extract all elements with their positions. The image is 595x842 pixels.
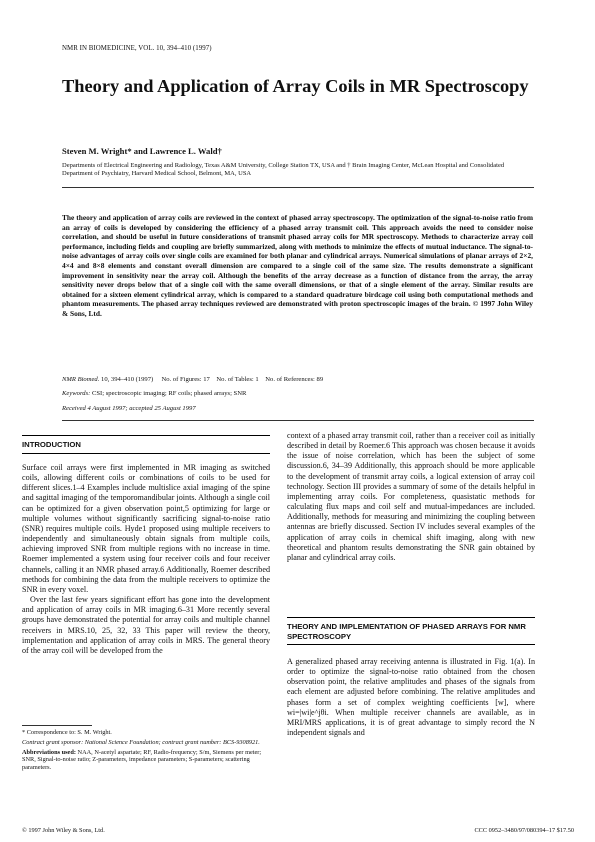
journal-header: NMR IN BIOMEDICINE, VOL. 10, 394–410 (1997) (62, 45, 212, 52)
introduction-heading: INTRODUCTION (22, 440, 81, 449)
footnotes (22, 729, 270, 774)
abbreviations-text: NAA, N-acetyl aspartate; RF, Radio-frequency; S/m, Siemens per meter; SNR, Signal-to-noise ratio; Z-parameters, impedance parameters; S-parameters; scattering parameters. (22, 748, 262, 772)
theory-body (287, 657, 535, 738)
citation-details: 10, 394–410 (1997) No. of Figures: 17 No. of Tables: 1 No. of References: 89 (101, 376, 324, 383)
abbreviations-label: Abbreviations used: (22, 748, 76, 756)
theory-heading-box (287, 617, 535, 645)
copyright-footer: © 1997 John Wiley & Sons, Ltd. (22, 827, 105, 834)
introduction-body (22, 463, 270, 656)
ccc-code-footer: CCC 0952–3480/97/080394–17 $17.50 (474, 827, 574, 834)
article-title: Theory and Application of Array Coils in MR Spectroscopy (62, 76, 529, 96)
paragraph: context of a phased array transmit coil, rather than a receiver coil as initially described in detail by Roemer.6 This approach was chosen because it avoids the issue of noise correlation, which has been the subject of some discussion.6, 34–39 Additionally, this approach should be more applicable to the development of transmit array coils, a logical extension of array coil technology. Section III provides a summary of some of the details helpful in implementing array coils. For completeness, quasistatic methods for calculating flux maps and coil self and mutual-impedances are included. Additionally, methods for measuring and minimizing the coupling between antennas are briefly discussed. Section IV includes several examples of the application of array coils in chemical shift imaging, along with new theoretical and phantom results demonstrating the SNR gain obtained by planar and cylindrical array coils. (287, 431, 535, 562)
abbreviations-note (22, 749, 270, 772)
keywords-label: Keywords: (62, 390, 91, 397)
header-divider (62, 187, 534, 188)
author-affiliation: Departments of Electrical Engineering and Radiology, Texas A&M University, College Station TX, USA and † Brain Imaging Center, McLean Hospital and Consolidated Department of Psychiatry, Harvard Medical School, Belmont, MA, USA (62, 162, 505, 178)
footnote-divider (22, 725, 92, 726)
abstract: The theory and application of array coils are reviewed in the context of phased array spectroscopy. The optimization of the signal-to-noise ratio from an array of coils is developed by considering the efficiency of a phased array transmit coil. This approach avoids the need to consider noise correlation, and should be useful in future considerations of transmit phased array coils for MR spectroscopy. Methods to characterize array coil performance, including fields and coupling are briefly summarized, along with methods to minimize the effects of mutual inductance. The signal-to-noise advantages of array coils over single coils are examined for both planar and cylindrical arrays. Numerical simulations of planar arrays of 2×2, 4×4 and 8×8 elements and constant overall dimension are compared to a single coil of the same size. The results demonstrate a significant improvement in sensitivity near the array coil. Although the benefits of the array decrease as a function of distance from the array, the array sensitivity never drops below that of a single coil with the same overall dimensions, or that of a single element of the array. Similar results are obtained for a sixteen element cylindrical array, which is compared to a standard quadrature birdcage coil using both computational methods and phantom measurements. The phased array techniques reviewed are demonstrated with proton spectroscopic images of the brain. © 1997 John Wiley & Sons, Ltd. (62, 213, 533, 318)
citation-journal: NMR Biomed. (62, 376, 100, 383)
paragraph: A generalized phased array receiving antenna is illustrated in Fig. 1(a). In order to optimize the signal-to-noise ratio obtained from the chosen observation point, the relative amplitudes and phases of the signals from each element are adjusted before combining. The relative amplitudes and phases form a set of complex weighting coefficients [w], where wi=|wi|e^jθi. When multiple receiver channels are available, as in MRI/MRS applications, it is of great advantage to simply record the N independent signals and (287, 657, 535, 738)
author-list: Steven M. Wright* and Lawrence L. Wald† (62, 146, 222, 156)
keywords-text: CSI; spectroscopic imaging; RF coils; phased arrays; SNR (91, 390, 247, 397)
correspondence-note: * Correspondence to: S. M. Wright. (22, 729, 112, 736)
grant-note: Contract grant sponsor: National Science Foundation; contract grant number: BCS-9308921. (22, 738, 260, 746)
introduction-heading-box (22, 435, 270, 454)
received-dates: Received 4 August 1997; accepted 25 August 1997 (62, 405, 196, 412)
keywords-line (62, 390, 532, 398)
theory-heading: THEORY AND IMPLEMENTATION OF PHASED ARRAYS FOR NMR SPECTROSCOPY (287, 622, 526, 641)
right-column-intro-continued (287, 431, 535, 563)
abstract-divider (62, 420, 534, 421)
paragraph: Surface coil arrays were first implemented in MR imaging as switched coils, allowing different coils or combinations of coils to be used for different slices.1–4 Examples include multislice axial imaging of the spine and sagittal imaging of the temporomandibular joints. Although a single coil can be optimized for a given observation point,5 optimizing for large or multiple volumes without significantly sacrificing signal-to-noise ratio (SNR) requires multiple coils. Hyde1 proposed using multiple receivers to independently and simultaneously obtain signals from multiple coils, achieving improved SNR from multiple regions with no increase in time. Roemer implemented a system using four receiver coils and four receiver channels, calling it an NMR phased array.6 Additionally, Roemer described methods for combining the data from the multiple receivers to optimize the SNR in every voxel. (22, 463, 270, 594)
paragraph: Over the last few years significant effort has gone into the development and application of array coils in MR imaging.6–31 More recently several groups have demonstrated the potential for array coils and multiple channel receivers in MRS.10, 25, 32, 33 This paper will review the theory, implementation and application of array coils in MRS. The general theory of the array coil will be developed from the (22, 595, 270, 655)
citation-line (62, 376, 532, 384)
